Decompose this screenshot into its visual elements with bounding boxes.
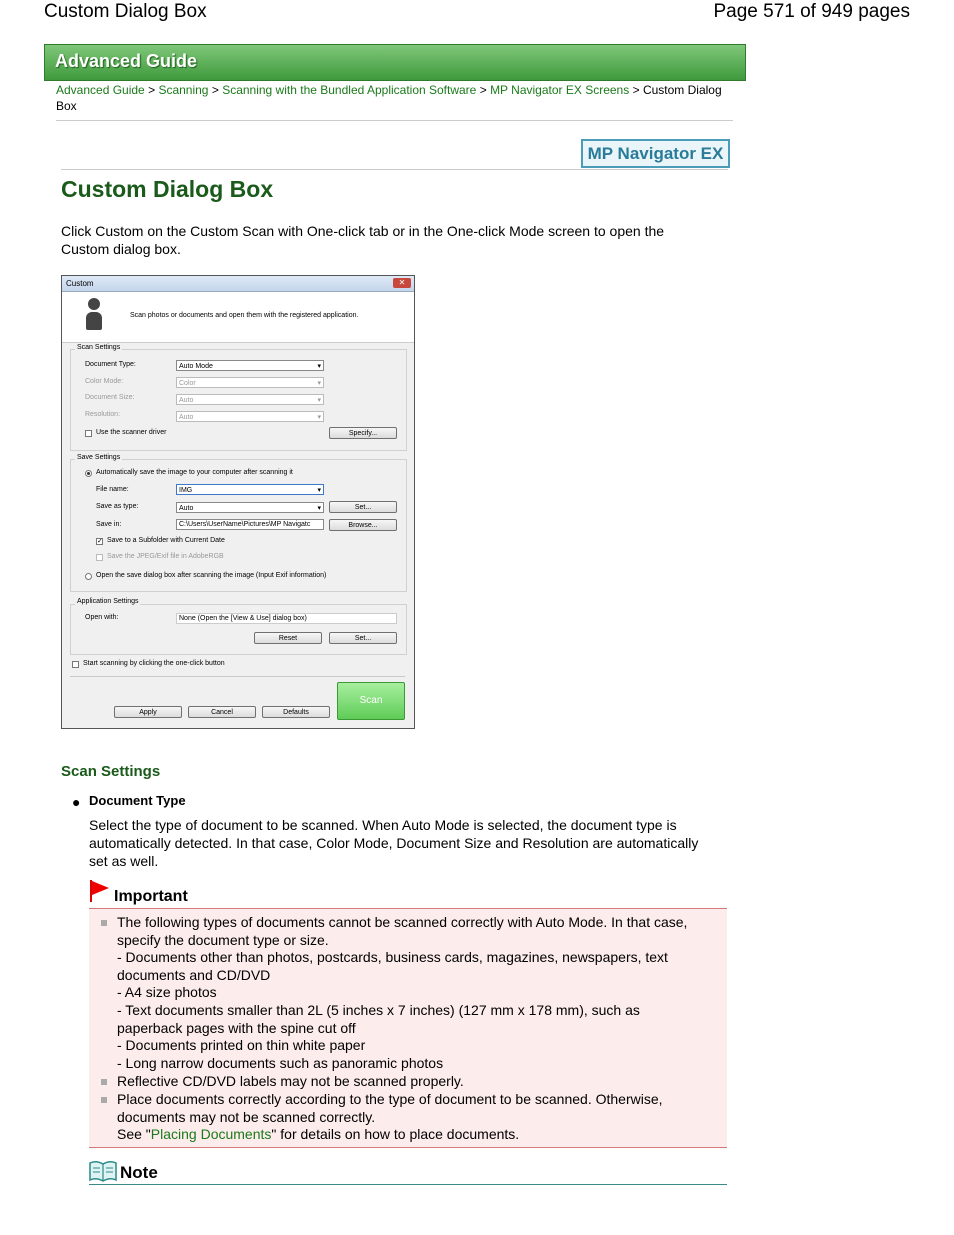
breadcrumb-sep: >: [148, 83, 156, 97]
breadcrumb-sep: >: [479, 83, 487, 97]
open-dialog-radio[interactable]: [85, 573, 92, 580]
important-item-1: The following types of documents cannot be scanned correctly with Auto Mode. In that case, specify the document type or size. - Documents other than photos, postcards, business cards, magazines, newspapers, text documents and CD/DVD - A4 size photos - Text documents smaller than 2L (5 inches x 7 inches) (127 mm x 178 mm), such as paperback pages with the spine cut off - Documents printed on thin white paper - Long narrow documents such as panoramic photos: [117, 914, 688, 1071]
resolution-label: Resolution:: [85, 411, 121, 418]
color-mode-label: Color Mode:: [85, 378, 124, 385]
app-settings-label: Application Settings: [77, 598, 139, 605]
save-set-button[interactable]: Set...: [329, 501, 397, 513]
document-type-title: Document Type: [89, 793, 186, 808]
save-in-field[interactable]: C:\Users\UserName\Pictures\MP Navigatc: [176, 519, 324, 530]
auto-save-radio[interactable]: [85, 470, 92, 477]
save-type-select[interactable]: Auto ▾: [176, 502, 324, 513]
use-driver-checkbox[interactable]: [85, 430, 92, 437]
app-settings-group: [70, 604, 407, 655]
divider: [61, 169, 728, 170]
file-name-input[interactable]: IMG ▾: [176, 484, 324, 495]
breadcrumb-sep: >: [211, 83, 219, 97]
breadcrumb-current: Custom Dialog Box: [56, 83, 722, 113]
square-bullet-icon: [101, 920, 107, 926]
dialog-header: [62, 292, 414, 343]
document-size-label: Document Size:: [85, 394, 135, 401]
cancel-button[interactable]: Cancel: [188, 706, 256, 718]
main-heading: Custom Dialog Box: [61, 176, 274, 202]
browse-button[interactable]: Browse...: [329, 519, 397, 531]
save-type-label: Save as type:: [96, 503, 139, 510]
note-book-icon: [89, 1160, 117, 1182]
section-heading: Scan Settings: [61, 763, 161, 780]
important-box: [89, 908, 727, 1148]
document-type-label: Document Type:: [85, 361, 136, 368]
placing-documents-link[interactable]: Placing Documents: [150, 1126, 272, 1143]
banner-label: Advanced Guide: [55, 51, 198, 71]
adobe-rgb-checkbox[interactable]: [96, 554, 103, 561]
important-item-2: Reflective CD/DVD labels may not be scanned properly.: [117, 1073, 464, 1089]
reset-button[interactable]: Reset: [254, 632, 322, 644]
document-type-select[interactable]: Auto Mode ▾: [176, 360, 324, 371]
resolution-select[interactable]: Auto ▾: [176, 411, 324, 422]
start-scanning-checkbox[interactable]: [72, 661, 79, 668]
apply-button[interactable]: Apply: [114, 706, 182, 718]
scan-settings-label: Scan Settings: [77, 344, 121, 351]
page-title: Custom Dialog Box: [44, 1, 207, 22]
start-scanning-label: Start scanning by clicking the one-click button: [83, 660, 225, 667]
scan-button[interactable]: Scan: [337, 682, 405, 720]
divider: [56, 120, 733, 121]
important-item-3: Place documents correctly according to the type of document to be scanned. Otherwise, documents may not be scanned correctly. See "Placing Documents" for details on how to place documents.: [117, 1091, 663, 1143]
dialog-title: Custom: [66, 279, 94, 288]
mp-navigator-badge: MP Navigator EX: [581, 139, 730, 168]
close-icon[interactable]: ✕: [393, 278, 411, 288]
file-name-label: File name:: [96, 486, 129, 493]
dialog-header-text: Scan photos or documents and open them with the registered application.: [130, 312, 359, 319]
flag-icon: [89, 880, 109, 902]
breadcrumb-bundled-software[interactable]: Scanning with the Bundled Application Software: [222, 83, 477, 97]
breadcrumb-sep: >: [632, 83, 640, 97]
square-bullet-icon: [101, 1079, 107, 1085]
important-title: Important: [114, 888, 188, 905]
app-set-button[interactable]: Set...: [329, 632, 397, 644]
page-count: Page 571 of 949 pages: [713, 1, 910, 22]
breadcrumb-mp-navigator-screens[interactable]: MP Navigator EX Screens: [490, 83, 630, 97]
open-with-label: Open with:: [85, 614, 119, 621]
advanced-guide-banner: [44, 44, 746, 81]
dialog-divider: [70, 676, 405, 677]
subfolder-label: Save to a Subfolder with Current Date: [107, 537, 225, 544]
adobe-rgb-label: Save the JPEG/Exif file in AdobeRGB: [107, 553, 224, 560]
subfolder-checkbox[interactable]: ✓: [97, 538, 103, 545]
document-type-description: Select the type of document to be scanned. When Auto Mode is selected, the document type is automatically detected. In that case, Color Mode, Document Size and Resolution are automatically set as well.: [89, 817, 699, 869]
intro-text: Click Custom on the Custom Scan with One-click tab or in the One-click Mode screen to open the Custom dialog box.: [61, 223, 665, 257]
open-dialog-label: Open the save dialog box after scanning the image (Input Exif information): [96, 572, 327, 579]
color-mode-select[interactable]: Color ▾: [176, 377, 324, 388]
save-settings-label: Save Settings: [77, 454, 121, 461]
breadcrumb-scanning[interactable]: Scanning: [158, 83, 209, 97]
note-divider: [89, 1184, 727, 1185]
defaults-button[interactable]: Defaults: [262, 706, 330, 718]
auto-save-label: Automatically save the image to your computer after scanning it: [96, 469, 293, 476]
open-with-field[interactable]: None (Open the [View & Use] dialog box): [176, 613, 397, 624]
square-bullet-icon: [101, 1097, 107, 1103]
dialog-titlebar: [62, 276, 414, 292]
specify-button[interactable]: Specify...: [329, 427, 397, 439]
breadcrumb: [56, 82, 726, 114]
person-icon: [86, 298, 102, 332]
breadcrumb-advanced-guide[interactable]: Advanced Guide: [56, 83, 145, 97]
document-size-select[interactable]: Auto ▾: [176, 394, 324, 405]
use-driver-label: Use the scanner driver: [96, 429, 167, 436]
save-in-label: Save in:: [96, 521, 122, 528]
note-title: Note: [120, 1163, 158, 1182]
bullet-icon: ●: [72, 794, 81, 810]
custom-dialog-screenshot: [61, 275, 415, 729]
